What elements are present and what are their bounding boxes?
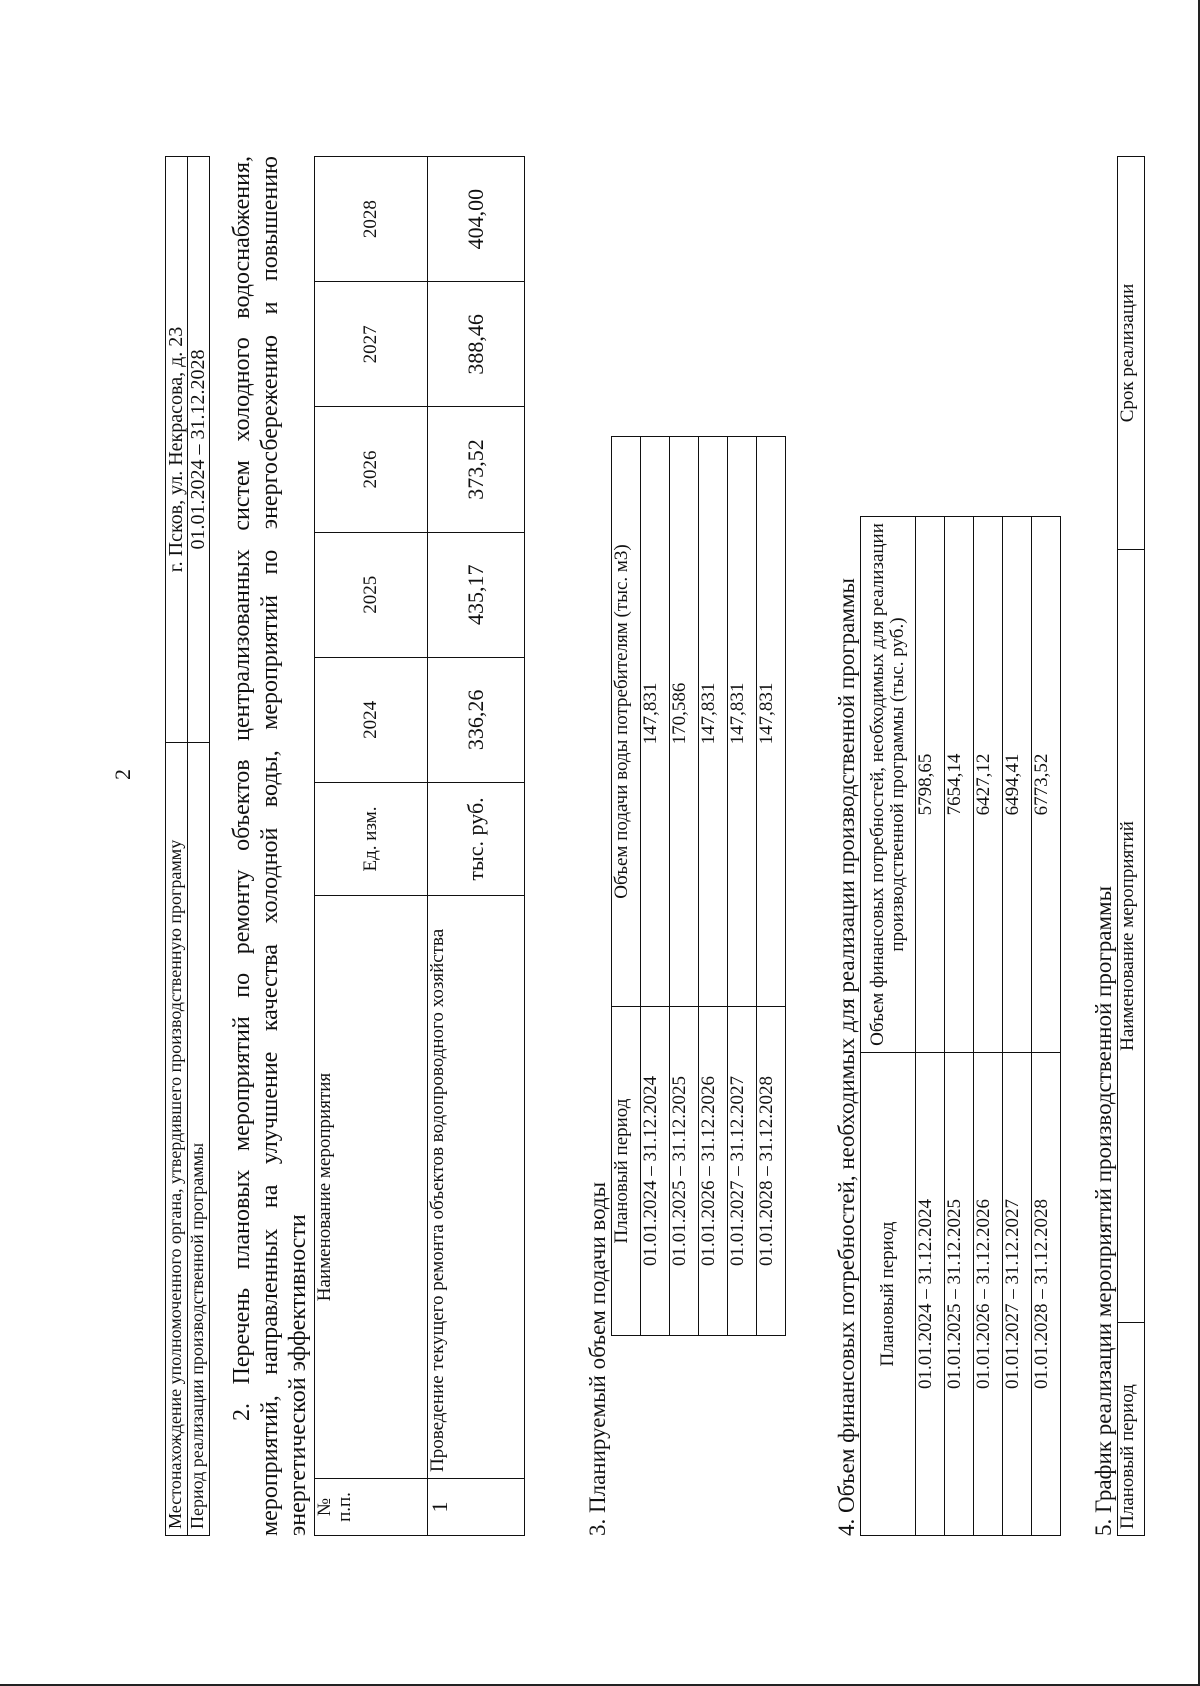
event-unit: тыс. руб.: [428, 783, 525, 896]
schedule-table: [1117, 156, 1145, 1536]
table-header-row: [1118, 157, 1145, 1536]
header-event-names: Наименование мероприятий: [1118, 550, 1145, 1323]
row-number: 1: [428, 1479, 525, 1536]
header-year: 2024: [315, 657, 428, 782]
event-value: 404,00: [428, 157, 525, 282]
page-number: 2: [110, 769, 135, 780]
period-cell: 01.01.2025 – 31.12.2025: [670, 1007, 699, 1336]
table-row: [670, 437, 699, 1336]
event-value: 336,26: [428, 657, 525, 782]
period-value: 01.01.2024 – 31.12.2028: [188, 157, 210, 743]
volume-cell: 147,831: [728, 437, 757, 1007]
volume-cell: 147,831: [641, 437, 670, 1007]
amount-cell: 5798,65: [916, 517, 945, 1053]
financial-needs-table: [860, 516, 1061, 1536]
water-supply-table: [611, 436, 786, 1336]
table-row: [428, 157, 525, 1536]
amount-cell: 6773,52: [1032, 517, 1061, 1053]
table-row: [945, 517, 974, 1536]
event-value: 373,52: [428, 407, 525, 532]
table-header-row: [315, 157, 428, 1536]
table-row: [916, 517, 945, 1536]
event-value: 388,46: [428, 282, 525, 407]
header-deadline: Срок реализации: [1118, 157, 1145, 550]
period-cell: 01.01.2024 – 31.12.2024: [916, 1053, 945, 1536]
table-header-row: [861, 517, 916, 1536]
table-row: [1032, 517, 1061, 1536]
document-body: [165, 156, 1145, 1536]
period-cell: 01.01.2024 – 31.12.2024: [641, 1007, 670, 1336]
header-number: № п.п.: [315, 1479, 428, 1536]
header-volume: Объем подачи воды потребителям (тыс. м3): [612, 437, 641, 1007]
table-row: [757, 437, 786, 1336]
table-row: [641, 437, 670, 1336]
event-name: Проведение текущего ремонта объектов водопроводного хозяйства: [428, 896, 525, 1479]
event-value: 435,17: [428, 532, 525, 657]
period-cell: 01.01.2027 – 31.12.2027: [1003, 1053, 1032, 1536]
section-2-title: 2. Перечень плановых мероприятий по ремонту объектов централизованных систем холодного водоснабжения, мероприятий, направленных на улучшение качества холодной воды, мероприятий по энергосбережению и повышению энергетической эффективности: [229, 156, 311, 1536]
header-period: Плановый период: [612, 1007, 641, 1336]
period-cell: 01.01.2027 – 31.12.2027: [728, 1007, 757, 1336]
header-unit: Ед. изм.: [315, 783, 428, 896]
period-cell: 01.01.2028 – 31.12.2028: [757, 1007, 786, 1336]
section-5-title: 5. График реализации мероприятий производственной программы: [1091, 885, 1116, 1536]
section-3-title: 3. Планируемый объем подачи воды: [585, 1181, 610, 1536]
period-cell: 01.01.2025 – 31.12.2025: [945, 1053, 974, 1536]
amount-cell: 6494,41: [1003, 517, 1032, 1053]
header-period: Плановый период: [861, 1053, 916, 1536]
program-info-table: [165, 156, 210, 1536]
header-event-name: Наименование мероприятия: [315, 896, 428, 1479]
table-row: [188, 157, 210, 1536]
header-amount: Объем финансовых потребностей, необходимых для реализации производственной программы (тыс. руб.): [861, 517, 916, 1053]
location-value: г. Псков, ул. Некрасова, д. 23: [166, 157, 188, 743]
amount-cell: 7654,14: [945, 517, 974, 1053]
section-4-title: 4. Объем финансовых потребностей, необходимых для реализации производственной программы: [834, 578, 859, 1536]
header-year: 2027: [315, 282, 428, 407]
header-year: 2026: [315, 407, 428, 532]
table-row: [728, 437, 757, 1336]
table-row: [1003, 517, 1032, 1536]
amount-cell: 6427,12: [974, 517, 1003, 1053]
header-year: 2025: [315, 532, 428, 657]
location-label: Местонахождение уполномоченного органа, утвердившего производственную программу: [166, 743, 188, 1536]
table-row: [699, 437, 728, 1336]
volume-cell: 170,586: [670, 437, 699, 1007]
volume-cell: 147,831: [699, 437, 728, 1007]
period-cell: 01.01.2028 – 31.12.2028: [1032, 1053, 1061, 1536]
table-row: [166, 157, 188, 1536]
period-cell: 01.01.2026 – 31.12.2026: [699, 1007, 728, 1336]
planned-events-table: [314, 156, 525, 1536]
period-cell: 01.01.2026 – 31.12.2026: [974, 1053, 1003, 1536]
period-label: Период реализации производственной программы: [188, 743, 210, 1536]
table-header-row: [612, 437, 641, 1336]
header-year: 2028: [315, 157, 428, 282]
header-period: Плановый период: [1118, 1323, 1145, 1536]
volume-cell: 147,831: [757, 437, 786, 1007]
table-row: [974, 517, 1003, 1536]
